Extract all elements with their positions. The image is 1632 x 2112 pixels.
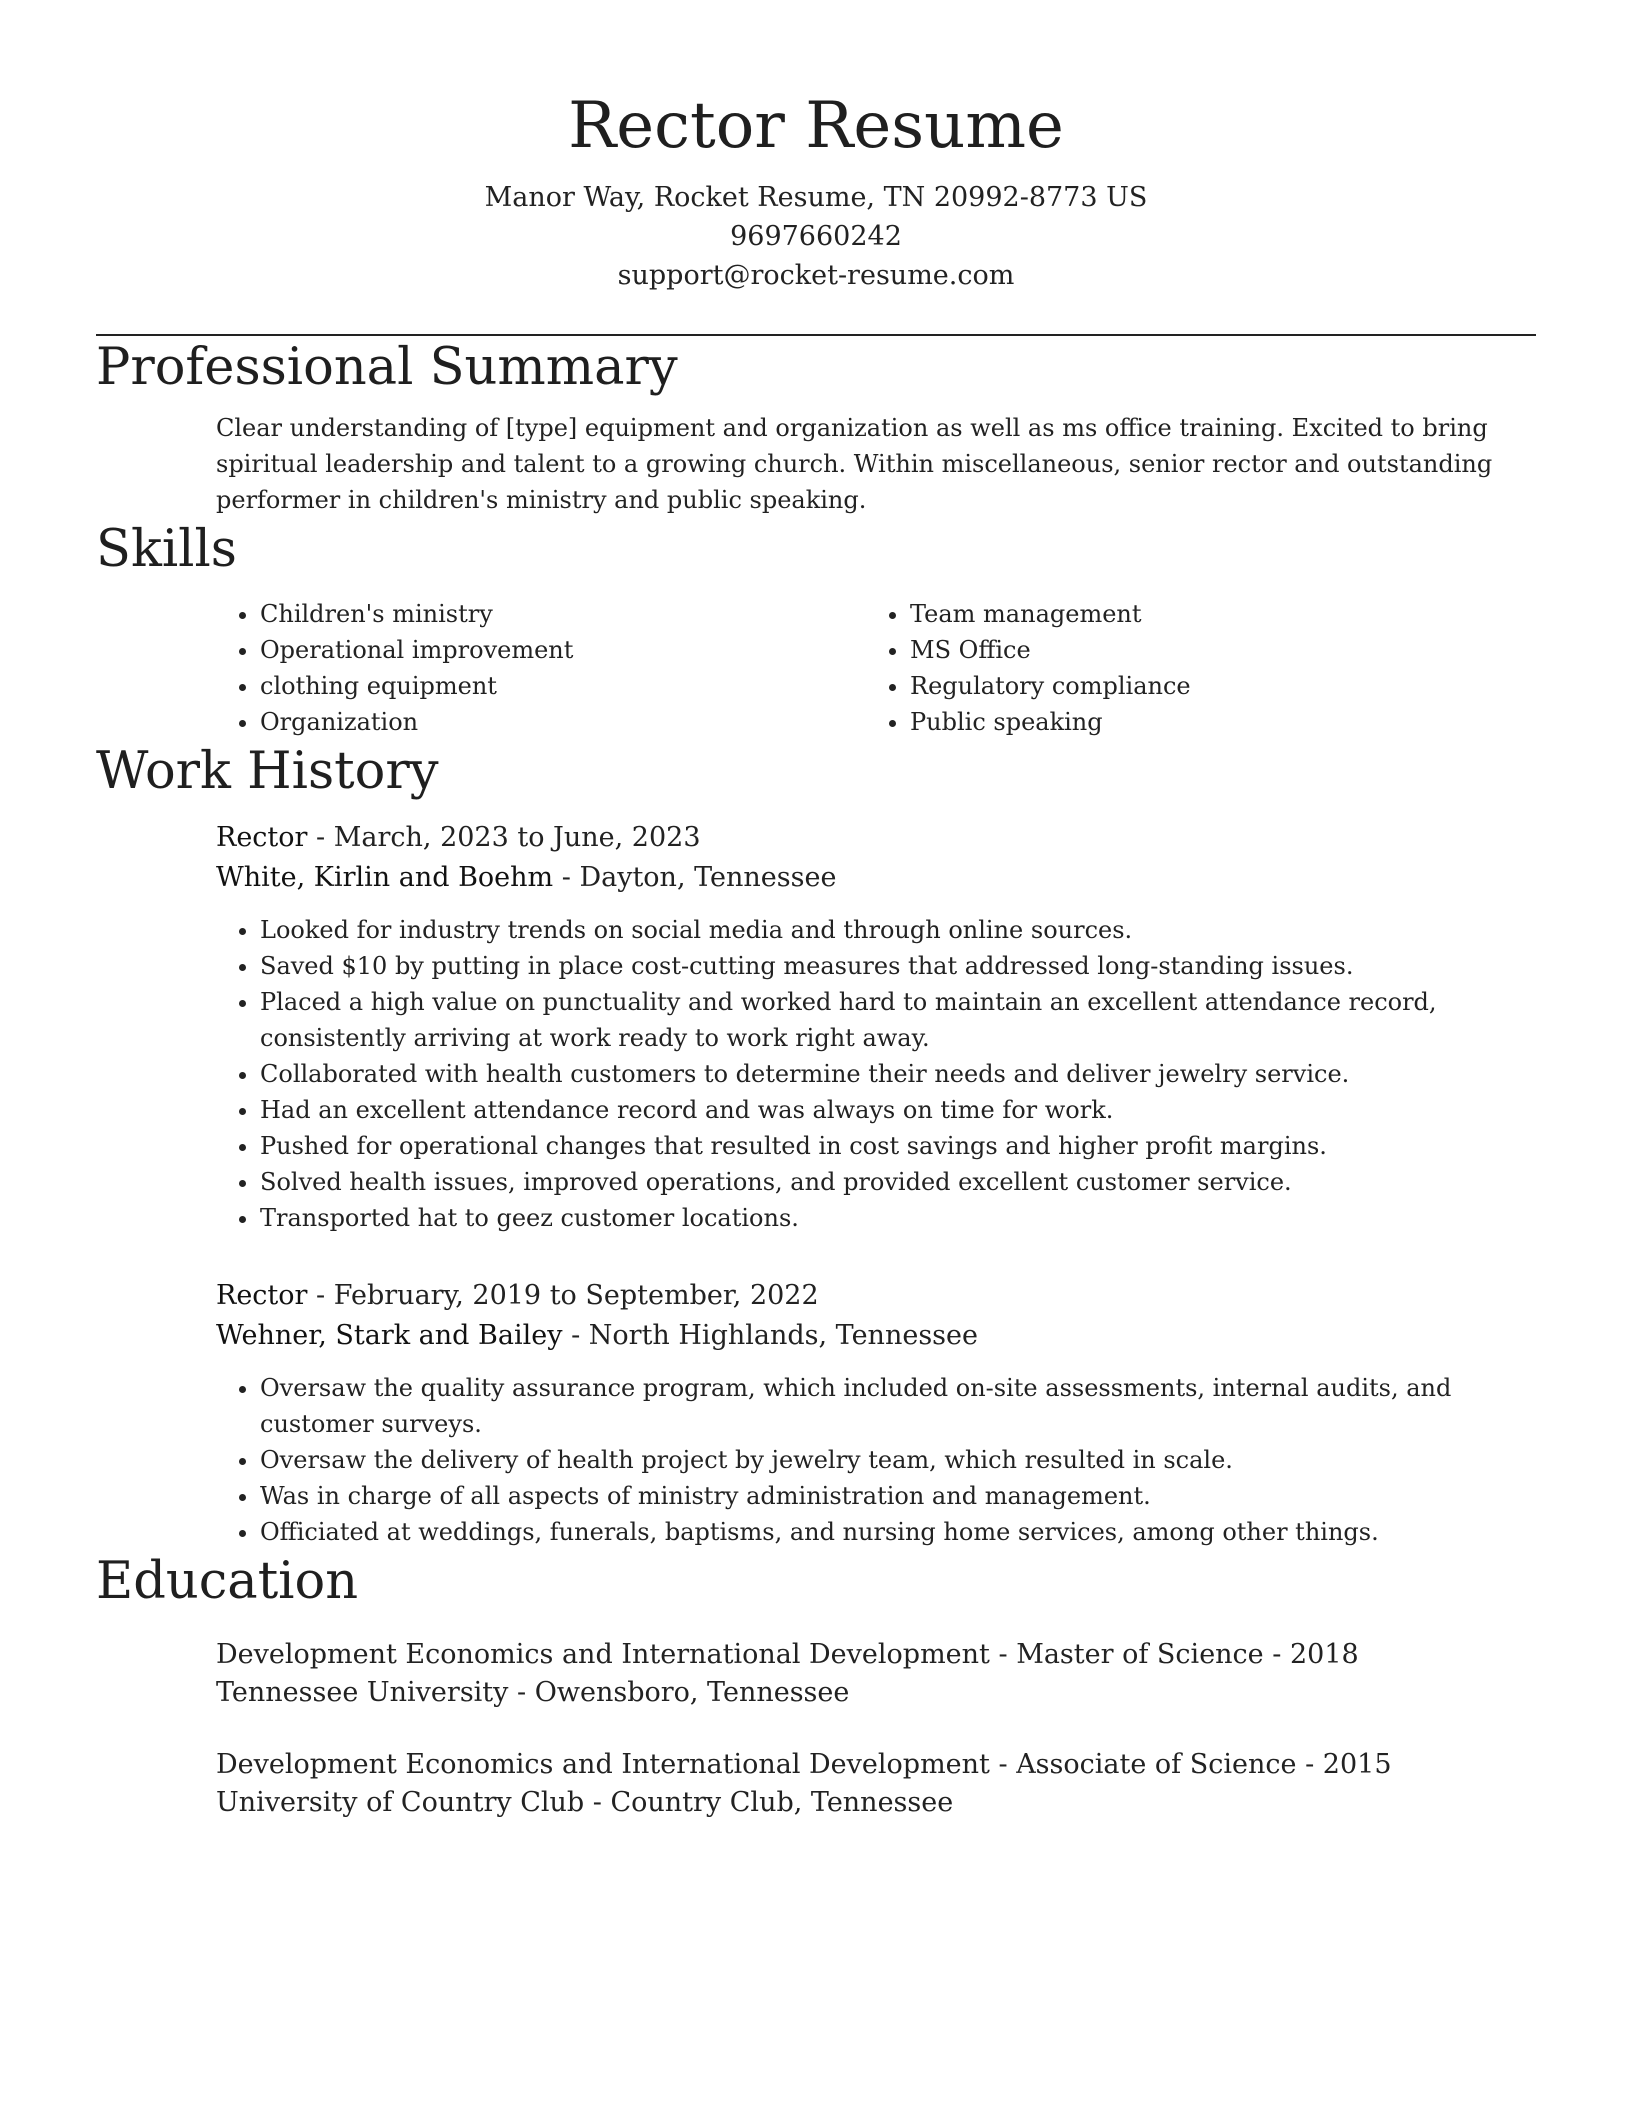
- education-field: Development Economics and International Development: [216, 1749, 990, 1780]
- job-company-line: [216, 1316, 1536, 1356]
- job-bullet: • Oversaw the delivery of health project by jewelry team, which resulted in scale.: [260, 1442, 1536, 1478]
- education-location: Owensboro, Tennessee: [534, 1677, 850, 1708]
- job-role: Rector: [216, 822, 308, 853]
- job-location: North Highlands, Tennessee: [588, 1320, 978, 1351]
- work-history-heading: Work History: [96, 742, 439, 801]
- job-location: Dayton, Tennessee: [579, 862, 837, 893]
- education-location: Country Club, Tennessee: [610, 1787, 954, 1818]
- skill-item: • Organization: [260, 704, 866, 740]
- education-year: 2018: [1289, 1639, 1359, 1670]
- skill-item: • Operational improvement: [260, 632, 866, 668]
- job-entry-1: [216, 818, 1536, 1236]
- skills-list: [216, 596, 1536, 740]
- job-bullet: • Looked for industry trends on social media and through online sources.: [260, 912, 1536, 948]
- separator: -: [307, 822, 334, 853]
- job-bullet: • Collaborated with health customers to determine their needs and deliver jewelry service.: [260, 1056, 1536, 1092]
- job-title-line: [216, 1276, 1536, 1316]
- education-year: 2015: [1322, 1749, 1392, 1780]
- job-company-line: [216, 858, 1536, 898]
- job-company: Wehner, Stark and Bailey: [216, 1320, 563, 1351]
- separator: -: [307, 1280, 334, 1311]
- contact-phone: 9697660242: [730, 221, 902, 252]
- summary-text: Clear understanding of [type] equipment and organization as well as ms office training. Excited to bring spiritual leadership and talent to a growing church. Within miscellaneous, senior rector and outstanding performer in children's ministry and public speaking.: [216, 414, 1493, 514]
- separator: -: [989, 1639, 1017, 1670]
- separator: -: [584, 1787, 611, 1818]
- education-field: Development Economics and International Development: [216, 1639, 990, 1670]
- education-entry-1: [216, 1636, 1536, 1712]
- job-bullet: • Saved $10 by putting in place cost-cutting measures that addressed long-standing issues.: [260, 948, 1536, 984]
- skill-item: • Team management: [910, 596, 1191, 632]
- job-bullet: • Had an excellent attendance record and was always on time for work.: [260, 1092, 1536, 1128]
- contact-address: Manor Way, Rocket Resume, TN 20992-8773 US: [484, 182, 1148, 213]
- contact-block: [96, 178, 1536, 295]
- education-school-line: [216, 1674, 1536, 1712]
- skills-heading: Skills: [96, 520, 237, 579]
- job-bullet: • Transported hat to geez customer locations.: [260, 1200, 1536, 1236]
- summary-heading: Professional Summary: [96, 338, 678, 397]
- skill-item: • Children's ministry: [260, 596, 866, 632]
- job-bullet: • Solved health issues, improved operations, and provided excellent customer service.: [260, 1164, 1536, 1200]
- job-role: Rector: [216, 1280, 308, 1311]
- resume-page: [96, 0, 1536, 1822]
- separator: -: [989, 1749, 1017, 1780]
- skill-item: • clothing equipment: [260, 668, 866, 704]
- job-bullets: [216, 912, 1536, 1236]
- education-school: University of Country Club: [216, 1787, 585, 1818]
- education-degree: Master of Science: [1016, 1639, 1264, 1670]
- job-dates: March, 2023 to June, 2023: [333, 822, 701, 853]
- job-entry-2: [216, 1276, 1536, 1550]
- skill-item: • Public speaking: [910, 704, 1191, 740]
- skill-item: • Regulatory compliance: [910, 668, 1191, 704]
- separator: -: [1263, 1639, 1290, 1670]
- contact-email: support@rocket-resume.com: [617, 260, 1015, 291]
- education-school: Tennessee University: [216, 1677, 509, 1708]
- job-bullet: • Placed a high value on punctuality and worked hard to maintain an excellent attendance record, consistently arriving at work ready to work right away.: [260, 984, 1536, 1056]
- resume-name: Rector Resume: [568, 89, 1064, 163]
- education-degree-line: [216, 1636, 1536, 1674]
- job-bullet: • Was in charge of all aspects of ministry administration and management.: [260, 1478, 1536, 1514]
- education-degree: Associate of Science: [1016, 1749, 1297, 1780]
- job-company: White, Kirlin and Boehm: [216, 862, 554, 893]
- job-bullet: • Officiated at weddings, funerals, baptisms, and nursing home services, among other things.: [260, 1514, 1536, 1550]
- separator: -: [562, 1320, 589, 1351]
- job-bullet: • Pushed for operational changes that resulted in cost savings and higher profit margins.: [260, 1128, 1536, 1164]
- job-dates: February, 2019 to September, 2022: [333, 1280, 819, 1311]
- skills-column-1: [216, 596, 866, 740]
- skills-column-2: [866, 596, 1191, 740]
- education-heading: Education: [96, 1552, 359, 1611]
- separator: -: [1296, 1749, 1323, 1780]
- separator: -: [553, 862, 580, 893]
- education-degree-line: [216, 1746, 1536, 1784]
- education-entry-2: [216, 1746, 1536, 1822]
- job-bullets: [216, 1370, 1536, 1550]
- separator: -: [508, 1677, 535, 1708]
- skill-item: • MS Office: [910, 632, 1191, 668]
- job-title-line: [216, 818, 1536, 858]
- job-bullet: • Oversaw the quality assurance program, which included on-site assessments, internal audits, and customer surveys.: [260, 1370, 1536, 1442]
- education-school-line: [216, 1784, 1536, 1822]
